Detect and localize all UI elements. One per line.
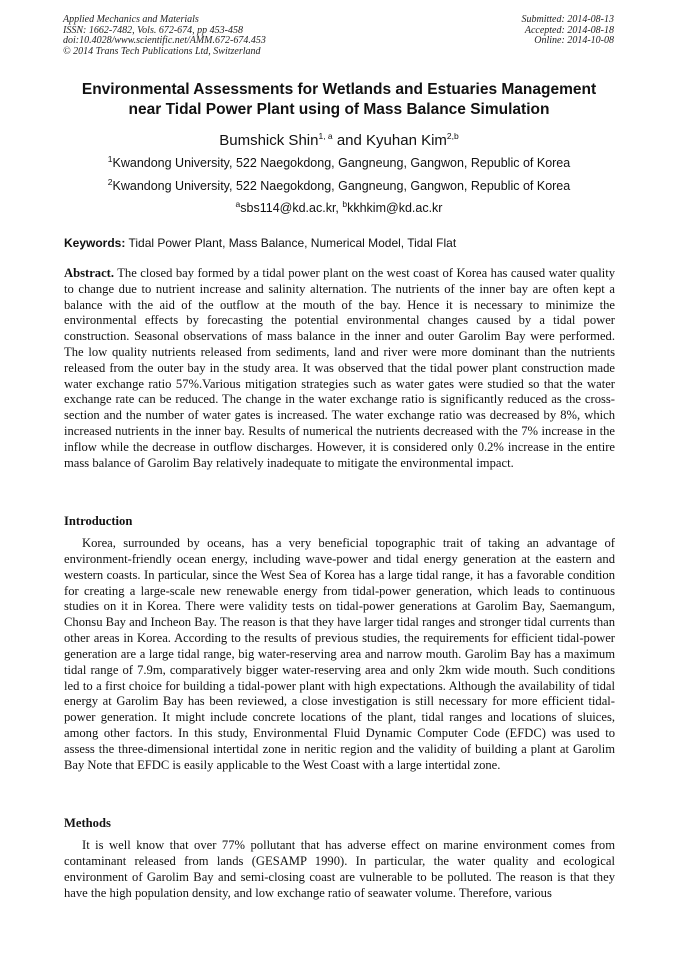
- introduction-heading: Introduction: [64, 514, 133, 528]
- affiliation-2: [0, 178, 678, 194]
- journal-name: Applied Mechanics and Materials: [63, 14, 199, 25]
- affiliation-2-text: Kwandong University, 522 Naegokdong, Gangneung, Gangwon, Republic of Korea: [112, 179, 571, 193]
- methods-paragraph: It is well know that over 77% pollutant that has adverse effect on marine environment comes from contaminant released from lands (GESAMP 1990). In particular, the water quality and ecological environment of Garolim Bay and semi-closing coast are vulnerable to be polluted. The reason is that they have the high population density, and low exchange ratio of seawater volume. Therefore, various: [64, 838, 615, 900]
- affiliation-1-sup: 1: [107, 153, 113, 164]
- author-2: Kyuhan Kim: [366, 132, 447, 149]
- paper-title: [50, 80, 628, 120]
- abstract: [64, 266, 615, 471]
- email-1-sup: a: [235, 198, 241, 209]
- email-1[interactable]: sbs114@kd.ac.kr,: [240, 201, 343, 215]
- email-line: [0, 200, 678, 216]
- methods-heading: Methods: [64, 816, 111, 830]
- keywords: [64, 235, 456, 251]
- dates-info: [522, 15, 615, 47]
- email-2-sup: b: [342, 198, 348, 209]
- journal-info: [63, 15, 266, 57]
- doi-line: doi:10.4028/www.scientific.net/AMM.672-674.453: [63, 35, 266, 46]
- title-line-2: near Tidal Power Plant using of Mass Balance Simulation: [128, 101, 550, 118]
- submitted-date: Submitted: 2014-08-13: [521, 14, 614, 25]
- abstract-label: Abstract.: [64, 266, 115, 280]
- author-1-sup: 1, a: [318, 131, 333, 141]
- copyright-line: © 2014 Trans Tech Publications Ltd, Switzerland: [63, 45, 261, 57]
- keywords-label: Keywords:: [64, 236, 126, 250]
- title-line-1: Environmental Assessments for Wetlands and Estuaries Management: [81, 81, 597, 98]
- author-line: [0, 132, 678, 150]
- issn-line: ISSN: 1662-7482, Vols. 672-674, pp 453-458: [63, 24, 243, 36]
- affiliation-2-sup: 2: [107, 176, 113, 187]
- introduction-paragraph: Korea, surrounded by oceans, has a very beneficial topographic trait of taking an advantage of environment-friendly ocean energy, including wave-power and tidal energy generation at the eastern and western coasts. In particular, since the West Sea of Korea has a large tidal range, it has a favorable condition for creating a large-scale new renewable energy from tidal-power generation, which leads to continuous studies on it in Korea. There were validity tests on tidal-power generations at Garolim Bay, Saemangum, Chonsu Bay and Incheon Bay. The reason is that they have larger tidal ranges and stronger tidal currents than other areas in Korea. According to the results of previous studies, the requirements for efficient tidal-power generation are a large tidal range, big water-reserving area and narrow mouth. Garolim Bay has a maximum tidal range of 7.9m, comparatively bigger water-reserving area and only 2km wide mouth. Such conditions led to a first choice for building a tidal-power plant with high expectations. Although the availability of tidal energy at Garolim Bay has been reviewed, a close investigation is still necessary for more efficient tidal-power generation. It might include concrete locations of the plant, tidal ranges and locations of sluices, among other factors. In this study, Environmental Fluid Dynamic Computer Code (EFDC) was used to assess the three-dimensional intertidal zone in neritic region and the validity of building a plant at Garolim Bay Note that EFDC is easily applicable to the West Coast with a large intertidal zone.: [64, 536, 615, 772]
- author-1: Bumshick Shin: [219, 132, 319, 149]
- author-conjunction: and: [332, 132, 367, 149]
- author-2-sup: 2,b: [446, 131, 459, 141]
- online-date: Online: 2014-10-08: [534, 35, 614, 46]
- accepted-date: Accepted: 2014-08-18: [524, 24, 614, 36]
- abstract-text: The closed bay formed by a tidal power plant on the west coast of Korea has caused water quality to change due to nutrient increase and salinity alternation. The nutrients of the inner bay are often kept a balance with the aid of the outflow at the mouth of the bay. Hence it is necessary to minimize the environmental effects by forecasting the potential environmental changes caused by a tidal power construction. Seasonal observations of mass balance in the inner and outer Garolim Bay were performed. The low quality nutrients released from sediments, land and river were more dominant than the nutrients released from the outer bay in the study area. It was observed that the tidal power plant construction made water exchange ratio 57%.Various mitigation strategies such as water gates were studied so that the water exchange rate can be reduced. The change in the water exchange ratio is significantly reduced as the cross-section and the number of water gates is increased. The water exchange ratio was decreased by 8%, which increased nutrients in the inner bay. Results of numerical the nutrients decreased with the 7% increase in the inflow while the decrease in outflow discharges. However, it is considered only 0.2% increase in the entire mass balance of Garolim Bay relatively inadequate to mitigate the environmental impact.: [64, 266, 615, 470]
- keywords-text: Tidal Power Plant, Mass Balance, Numerical Model, Tidal Flat: [125, 236, 457, 250]
- email-2[interactable]: kkhkim@kd.ac.kr: [347, 201, 443, 215]
- affiliation-1: [0, 155, 678, 171]
- affiliation-1-text: Kwandong University, 522 Naegokdong, Gangneung, Gangwon, Republic of Korea: [112, 156, 571, 170]
